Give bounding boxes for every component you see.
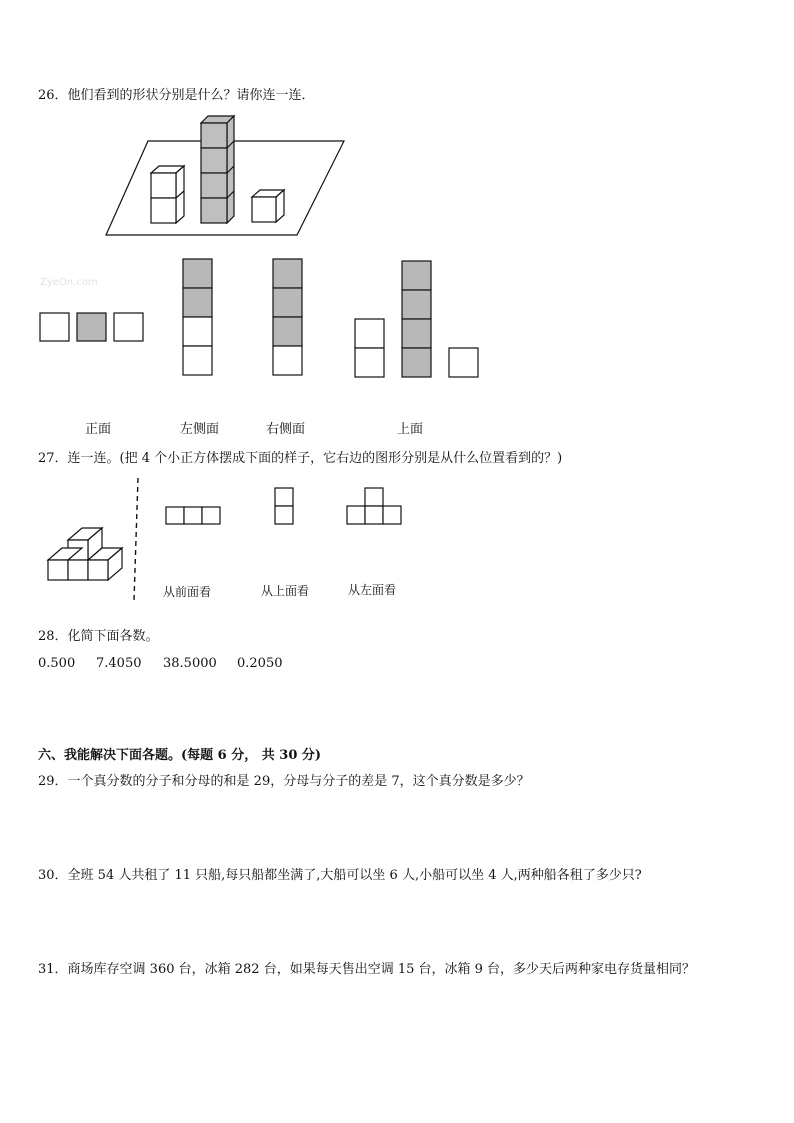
label-top: 上面 [397,422,424,437]
section-6-heading: 六、我能解决下面各题。(每题 6 分， 共 30 分) [38,748,322,763]
label-front: 正面 [85,422,112,437]
label-right-side: 右侧面 [266,422,306,437]
question-29: 29．一个真分数的分子和分母的和是 29，分母与分子的差是 7，这个真分数是多少？ [38,774,530,789]
view-t-shape [347,488,401,524]
shape-group-c [355,261,478,377]
view-two-stack [275,488,293,524]
shape-column-b [273,259,302,375]
label-from-top: 从上面看 [261,584,310,598]
four-cube-arrangement [48,528,122,580]
number-2: 7.4050 [96,656,142,671]
tall-cube-stack [201,116,234,223]
q26-view-shapes [0,250,794,390]
question-26: 26．他们看到的形状分别是什么？请你连一连． [38,88,315,103]
shape-row-three [40,313,143,341]
number-4: 0.2050 [237,656,283,671]
label-from-left: 从左面看 [348,583,397,597]
label-from-front: 从前面看 [163,585,212,599]
q26-cube-scene [0,0,794,260]
single-cube [252,190,284,222]
watermark: ZyeOn.com [40,277,98,288]
view-three-row [166,507,220,524]
number-3: 38.5000 [163,656,217,671]
label-left-side: 左侧面 [180,422,220,437]
number-1: 0.500 [38,656,76,671]
shape-column-a [183,259,212,375]
question-28: 28．化简下面各数。 [38,629,159,644]
left-cube-stack [151,166,184,223]
question-31: 31．商场库存空调 360 台，冰箱 282 台，如果每天售出空调 15 台，冰箱 9 台，多少天后两种家电存货量相同？ [38,962,696,977]
question-30: 30．全班 54 人共租了 11 只船,每只船都坐满了,大船可以坐 6 人,小船可以坐 4 人,两种船各租了多少只? [38,868,642,883]
q27-figures [0,470,794,610]
dashed-divider [134,478,138,600]
question-27: 27．连一连。(把 4 个小正方体摆成下面的样子，它右边的图形分别是从什么位置看到的？) [38,451,563,466]
